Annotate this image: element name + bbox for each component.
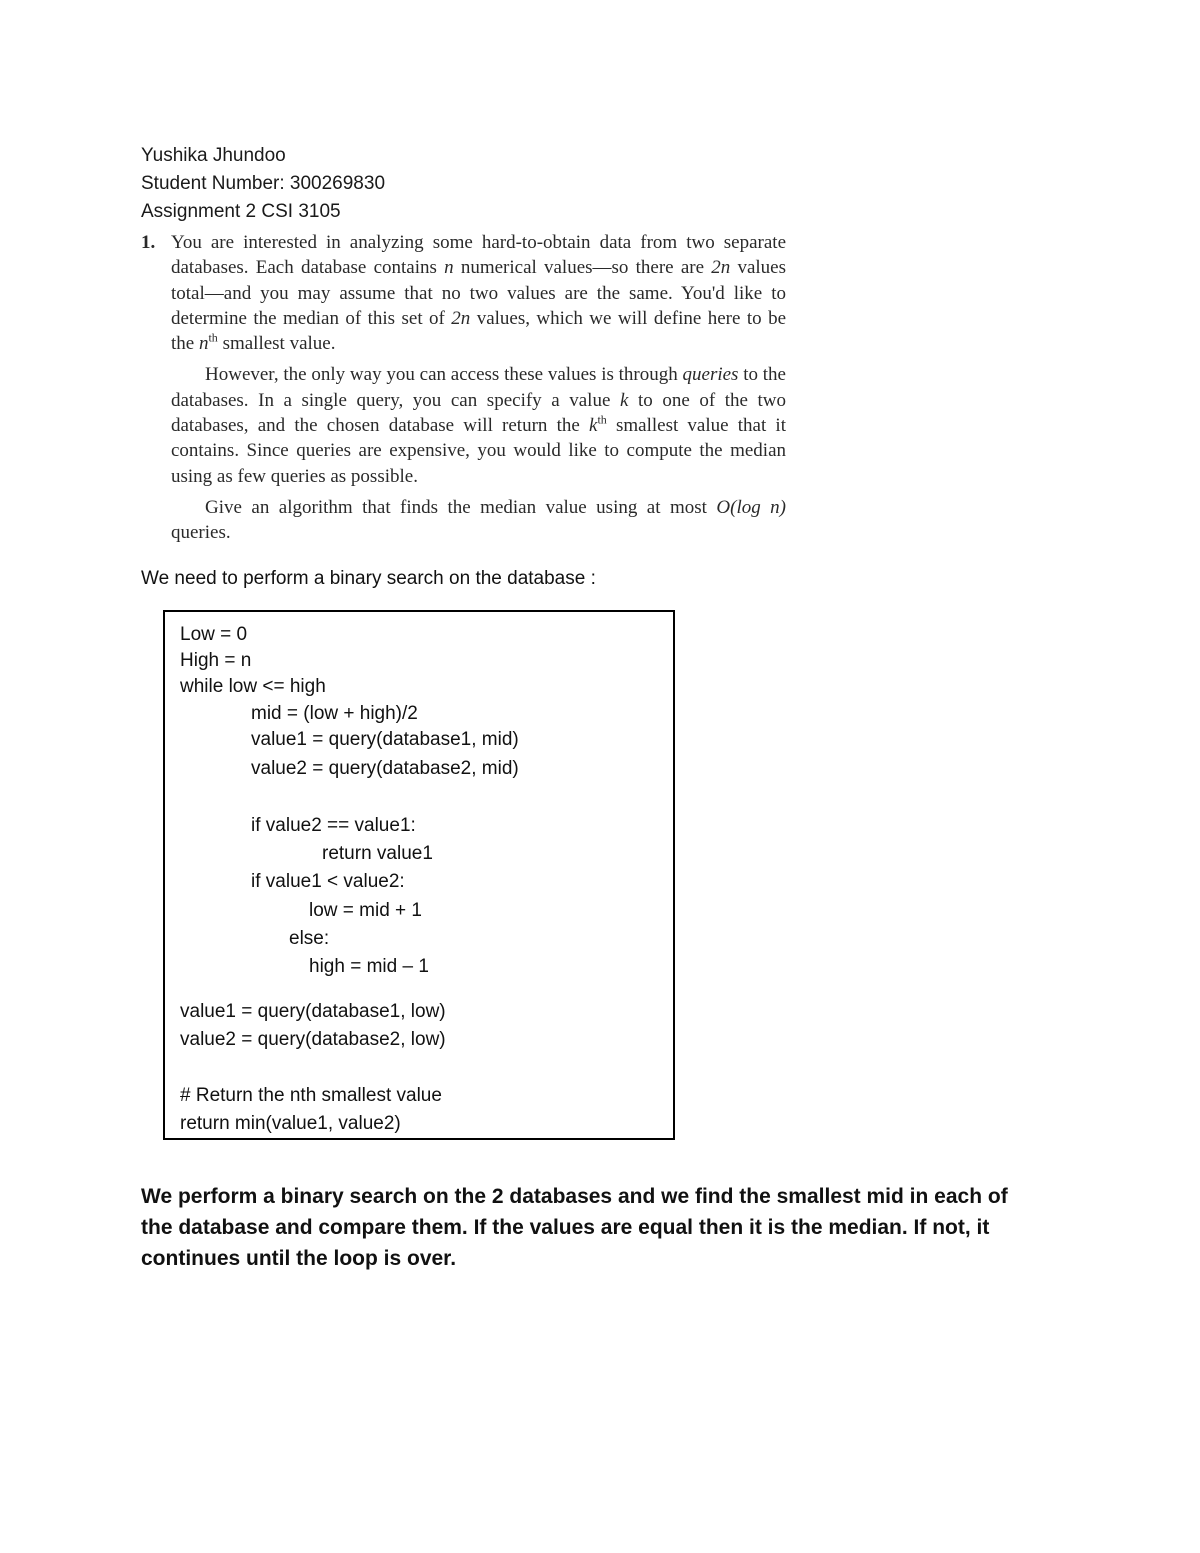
code-line: return min(value1, value2) bbox=[180, 1113, 401, 1134]
code-comment: # Return the nth smallest value bbox=[180, 1085, 442, 1106]
intro-text: We need to perform a binary search on the database : bbox=[141, 568, 596, 589]
problem-statement bbox=[141, 230, 786, 546]
code-line: high = mid – 1 bbox=[309, 956, 429, 977]
code-line: else: bbox=[289, 928, 330, 949]
code-line: if value1 < value2: bbox=[251, 871, 405, 892]
student-number: Student Number: 300269830 bbox=[141, 173, 386, 194]
code-line: low = mid + 1 bbox=[309, 900, 422, 921]
problem-paragraph-3: Give an algorithm that finds the median value using at most O(log n) queries. bbox=[171, 496, 787, 544]
document-header bbox=[141, 142, 385, 226]
code-line: High = n bbox=[180, 650, 252, 671]
code-line: mid = (low + high)/2 bbox=[251, 703, 418, 724]
code-line: if value2 == value1: bbox=[251, 815, 416, 836]
code-line: return value1 bbox=[322, 843, 433, 864]
code-line: Low = 0 bbox=[180, 624, 248, 645]
problem-paragraph-2: However, the only way you can access these values is through queries to the databases. In a single query, you can specify a value k to one of the two databases, and the chosen database will return the $k^{th}$ smallest value that it contains. Since queries are expensive, you would like to compute the median using as few queries as possible. bbox=[171, 364, 786, 487]
conclusion-text: We perform a binary search on the 2 databases and we find the smallest mid in each of the database and compare them. If the values are equal then it is the median. If not, it continues until the loop is over. bbox=[141, 1185, 1008, 1270]
code-line: value1 = query(database1, low) bbox=[180, 1001, 446, 1022]
assignment-title: Assignment 2 CSI 3105 bbox=[141, 201, 341, 222]
problem-paragraph-1: You are interested in analyzing some hard-to-obtain data from two separate databases. Each database contains n numerical values—so there are 2n values total—and you may assume that no two values are the same. You'd like to determine the median of this set of 2n values, which we will define here to be the $n^{th}$ smallest value. bbox=[171, 232, 787, 355]
code-line: value2 = query(database2, low) bbox=[180, 1029, 446, 1050]
code-line: value1 = query(database1, mid) bbox=[251, 729, 519, 750]
problem-number: 1. bbox=[141, 232, 156, 253]
author-name: Yushika Jhundoo bbox=[141, 145, 286, 166]
pseudocode-box bbox=[163, 610, 675, 1140]
code-line: while low <= high bbox=[180, 676, 326, 697]
code-line: value2 = query(database2, mid) bbox=[251, 758, 519, 779]
